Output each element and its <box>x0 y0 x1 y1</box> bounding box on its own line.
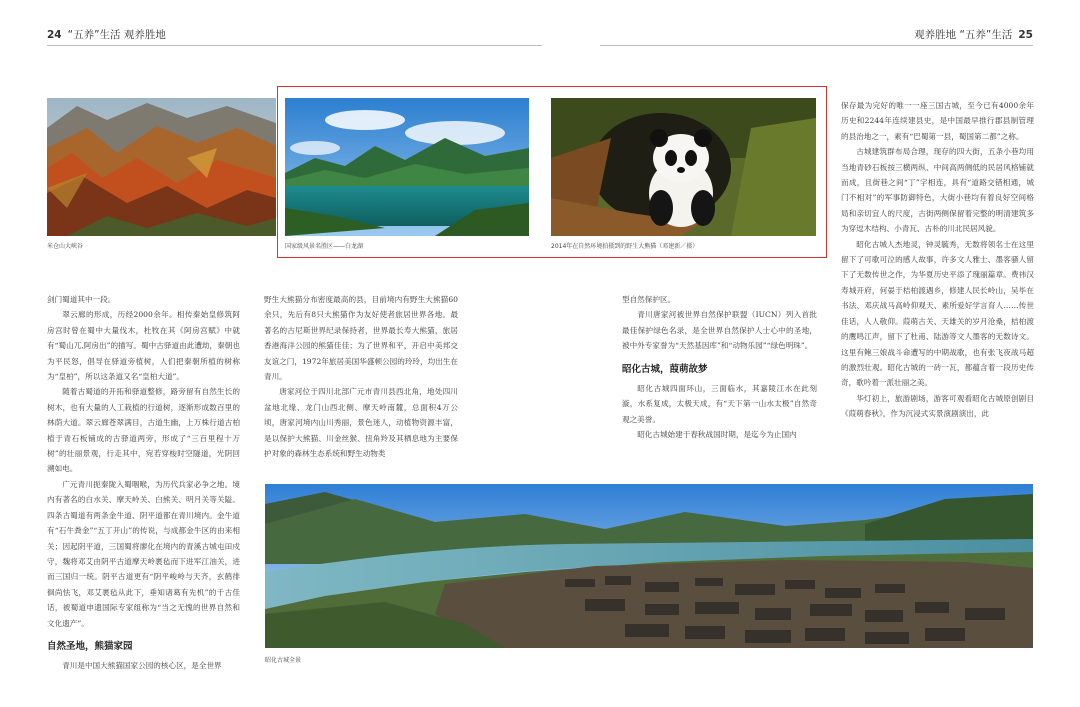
right-section-title: 观养胜地 “五养”生活 <box>914 29 1013 41</box>
header-rule-left <box>47 45 542 46</box>
lake-caption: 国家级风景名胜区——白龙湖 <box>285 243 364 250</box>
canyon-caption: 米仓山大峡谷 <box>47 243 84 250</box>
right-page-number: 25 <box>1018 29 1033 41</box>
panda-photo <box>551 98 816 236</box>
panorama-caption: 昭化古城全景 <box>265 657 302 664</box>
left-running-header <box>47 27 166 42</box>
paragraph: 剑门蜀道其中一段。 <box>47 295 116 304</box>
paragraph: 青川是中国大熊猫国家公园的核心区，是全世界 <box>62 661 222 671</box>
paragraph: 型自然保护区。 <box>622 295 676 304</box>
paragraph: 华灯初上，旅游剧场，游客可观看昭化古城原创剧目《葭萌春秋》，作为沉浸式实景演剧演出，此 <box>841 393 1034 419</box>
left-section-title: “五养”生活 观养胜地 <box>67 29 166 41</box>
paragraph: 昭化古城人杰地灵，钟灵毓秀，无数将领名士在这里留下了可歌可泣的感人故事，许多文人雅士、墨客骚人留下了无数传世之作，为华夏历史平添了瑰丽篇章。费祎汉寿城开府，何晏于桔柏渡遇乡，修建人民长岭山，吴毕在书法、邓庆战马高岭仰观天、素所爱好学言育人……传世佳话，人人敬仰。葭萌古关、天雄关的岁月沧桑，桔柏渡的鹰鸣江声，留下了杜甫、陆游等文人墨客的无数诗文。这里有鲍三娘战斗命遭写的中期战歌，也有张飞夜战马超的激烈壮观。昭化古城的一砖一瓦，都蕴含着一段历史传奇，歌吟着一派壮丽之美。 <box>841 239 1034 388</box>
canyon-photo <box>47 98 276 236</box>
text-column-3 <box>622 292 817 443</box>
section-heading-nature: 自然圣地，熊猫家园 <box>47 640 133 652</box>
lake-photo <box>285 98 529 236</box>
panda-caption: 2014年在自然环境拍摄到的野生大熊猫（邓建新／摄） <box>551 243 699 250</box>
paragraph: 昭化古城四面环山，三面临水，其嘉陵江水在此刻漩，水系复成，太极天成，有“天下第一山水太极”自然奇观之美誉。 <box>622 384 817 424</box>
paragraph: 青川唐家河被世界自然保护联盟（IUCN）列入首批最佳保护绿色名录，是全世界自然保护人士心中的圣地，被中外专家誉为“天然基因库”和“动物乐园”“绿色明珠”。 <box>622 310 817 351</box>
header-rule-right <box>600 45 1033 46</box>
text-column-2 <box>264 292 458 461</box>
paragraph: 广元青川扼秦陇入蜀咽喉，为历代兵家必争之地。境内有著名的白水关、摩天岭关、白熊关、明月关等关隘。四条古蜀道有两条金牛道、阴平道都在青川境内。金牛道有“石牛粪金”“五丁开山”的传说，与成都金牛区的由来相关；因起阴平道，三国蜀将廖化在境内的青溪古城屯田戍守，魏将邓艾由阴平古道摩天岭裹毡而下进军江油关，进而三国归一统。阴平古道更有“阴平峻岭与天齐，玄鹤徘徊尚怯飞，邓艾裹毡从此下，垂知诸葛有先机”的千古佳话，被蜀道申遗国际专家组称为“当之无愧的世界自然和文化遗产”。 <box>47 479 240 628</box>
paragraph: 保存最为完好的唯一一座三国古城，至今已有4000余年历史和2244年连续建县史，是中国最早推行郡县制管理的县治地之一，素有“巴蜀第一县，蜀国第二都”之称。 <box>841 101 1034 141</box>
paragraph: 唐家河位于四川北部广元市青川县西北角，地处四川盆地北缘、龙门山西北侧、摩天岭南麓，总面积4万公顷，唐家河境内山川秀丽，景色迷人，动植物资源丰富，是以保护大熊猫、川金丝猴、扭角羚及其栖息地为主要保护对象的森林生态系统和野生动物类 <box>264 387 458 459</box>
paragraph: 古城建筑群布局合理，现存的四大街，五条小巷均用当地青砂石板按三横两纵、中间高两侧低的民居风格铺就而成，且街巷之间“丁”字相连，具有“道路交错相通，城门不相对”的军事防御特色，大街小巷均有着良好空间格局和亲切宜人的尺度，古街两侧保留着完整的明清建筑多为穿逗木结构、小青瓦、古朴的川北民居风貌。 <box>841 147 1034 234</box>
left-page-number: 24 <box>47 29 62 41</box>
paragraph: 随着古蜀道的开拓和驿道整修，路旁留有自然生长的树木，也有大量的人工栽植的行道树，逐渐形成数百里的林荫大道。翠云廊苍翠满目，古道生幽，上万株行道古柏植于青石板铺成的古驿道两旁，形成了“三百里程十万树”的壮丽景观，行走其中，宛若穿梭时空隧道，光阴回溯如电。 <box>47 387 240 474</box>
paragraph: 昭化古城始建于春秋战国时期，是迄今为止国内 <box>637 430 797 440</box>
text-column-4 <box>841 98 1034 422</box>
section-heading-zhaohua: 昭化古城，葭萌故梦 <box>622 363 708 375</box>
paragraph: 翠云廊的形成，历经2000余年。相传秦始皇修筑阿房宫时曾在蜀中大量伐木，杜牧在其《阿房宫赋》中就有“蜀山兀,阿房出”的描写。蜀中古驿道由此遭劫，秦朝也为平民怒，倡导在驿道旁植树，人们把秦朝所植的树称为“皇柏”，所以这条道又名“皇柏大道”。 <box>47 310 240 382</box>
right-running-header <box>914 27 1033 42</box>
text-column-1 <box>47 292 240 674</box>
paragraph: 野生大熊猫分布密度最高的县，目前境内有野生大熊猫60余只，先后有8只大熊猫作为友好使者旅居世界各地。最著名的古尼斯世界纪录保持者，世界最长寿大熊猫，旅居香港海洋公园的熊猫佳佳；为了世界和平，开启中美邦交友谊之门，1972年旅居美国华盛顿公园的玲玲，均出生在青川。 <box>264 295 458 382</box>
ancient-town-panorama-photo <box>265 484 1033 648</box>
